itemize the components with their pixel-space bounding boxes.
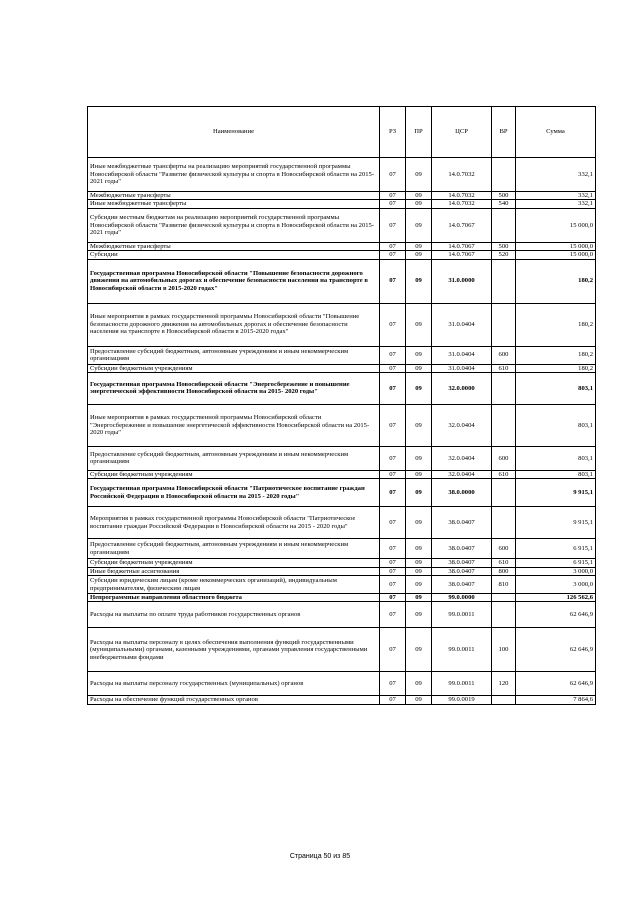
cell-pr: 09 [406,672,432,696]
table-row [88,696,596,704]
cell-sum: 180,2 [516,346,596,364]
cell-rz: 07 [380,602,406,628]
cell-rz: 07 [380,404,406,446]
header-rz: РЗ [380,107,406,158]
cell-sum: 9 915,1 [516,507,596,539]
table-body [88,158,596,705]
cell-vr [492,602,516,628]
cell-vr: 500 [492,242,516,250]
table-row [88,628,596,672]
cell-csr: 14.0.7067 [432,208,492,242]
cell-pr: 09 [406,242,432,250]
cell-name: Расходы на выплаты по оплате труда работников государственных органов [88,602,380,628]
cell-name: Государственная программа Новосибирской области "Энергосбережение и повышение энергетической эффективности Новосибирской области на 2015- 2020 годы" [88,372,380,404]
page-number: Страница 50 из 85 [289,853,351,860]
cell-sum: 6 915,1 [516,559,596,567]
table-row [88,200,596,208]
cell-rz: 07 [380,567,406,575]
cell-name: Предоставление субсидий бюджетным, автономным учреждениям и иным некоммерческим организациям [88,346,380,364]
cell-sum: 803,1 [516,470,596,478]
cell-rz: 07 [380,208,406,242]
cell-rz: 07 [380,364,406,372]
table-row [88,242,596,250]
cell-vr [492,259,516,303]
cell-rz: 07 [380,576,406,594]
cell-name: Предоставление субсидий бюджетным, автономным учреждениям и иным некоммерческим организациям [88,539,380,559]
table-row [88,672,596,696]
cell-csr: 38.0.0407 [432,539,492,559]
cell-csr: 38.0.0407 [432,567,492,575]
table-header-row [88,107,596,158]
cell-sum: 15 000,0 [516,208,596,242]
cell-vr: 120 [492,672,516,696]
cell-csr: 32.0.0404 [432,470,492,478]
table-row [88,576,596,594]
cell-vr [492,303,516,346]
cell-csr: 31.0.0404 [432,346,492,364]
cell-rz: 07 [380,696,406,704]
cell-csr: 14.0.7032 [432,192,492,200]
cell-sum: 332,1 [516,158,596,192]
cell-csr: 32.0.0000 [432,372,492,404]
cell-csr: 14.0.7067 [432,251,492,259]
cell-rz: 07 [380,251,406,259]
header-vr: ВР [492,107,516,158]
cell-csr: 38.0.0407 [432,507,492,539]
cell-vr: 600 [492,446,516,470]
cell-vr [492,696,516,704]
cell-pr: 09 [406,303,432,346]
cell-sum: 803,1 [516,446,596,470]
cell-rz: 07 [380,594,406,602]
header-sum: Сумма [516,107,596,158]
table-row [88,567,596,575]
cell-name: Расходы на выплаты персоналу государственных (муниципальных) органов [88,672,380,696]
cell-pr: 09 [406,576,432,594]
cell-rz: 07 [380,470,406,478]
cell-name: Предоставление субсидий бюджетным, автономным учреждениям и иным некоммерческим организациям [88,446,380,470]
cell-rz: 07 [380,303,406,346]
cell-pr: 09 [406,628,432,672]
cell-pr: 09 [406,594,432,602]
header-csr: ЦСР [432,107,492,158]
cell-name: Непрограммные направления областного бюджета [88,594,380,602]
cell-pr: 09 [406,696,432,704]
cell-name: Субсидии местным бюджетам на реализацию мероприятий государственной программы Новосибирской области "Развитие физической культуры и спорта в Новосибирской области на 2015-2021 годы" [88,208,380,242]
cell-pr: 09 [406,208,432,242]
cell-pr: 09 [406,404,432,446]
cell-csr: 38.0.0407 [432,559,492,567]
cell-rz: 07 [380,507,406,539]
cell-rz: 07 [380,200,406,208]
cell-sum: 3 000,0 [516,567,596,575]
cell-rz: 07 [380,259,406,303]
cell-pr: 09 [406,251,432,259]
cell-name: Государственная программа Новосибирской области "Повышение безопасности дорожного движения на автомобильных дорогах и обеспечение безопасности населения на транспорте в Новосибирской области в 2015-2020 годах" [88,259,380,303]
table-row [88,346,596,364]
cell-pr: 09 [406,479,432,507]
cell-sum: 15 000,0 [516,251,596,259]
cell-csr: 38.0.0000 [432,479,492,507]
cell-vr: 540 [492,200,516,208]
cell-sum: 803,1 [516,372,596,404]
cell-rz: 07 [380,372,406,404]
table-row [88,446,596,470]
cell-name: Иные мероприятия в рамках государственной программы Новосибирской области "Энергосбережение и повышение энергетической эффективности Новосибирской области на 2015- 2020 годы" [88,404,380,446]
cell-sum: 15 000,0 [516,242,596,250]
cell-pr: 09 [406,192,432,200]
cell-name: Иные межбюджетные трансферты на реализацию мероприятий государственной программы Новосибирской области "Развитие физической культуры и спорта в Новосибирской области на 2015-2021 годы" [88,158,380,192]
cell-csr: 99.0.0011 [432,628,492,672]
table-row [88,372,596,404]
cell-name: Мероприятия в рамках государственной программы Новосибирской области "Патриотическое воспитание граждан Российской Федерации в Новосибирской области на 2015 - 2020 годы" [88,507,380,539]
table-row [88,158,596,192]
cell-vr: 520 [492,251,516,259]
cell-sum: 332,1 [516,192,596,200]
table-row [88,259,596,303]
cell-sum: 180,2 [516,364,596,372]
cell-pr: 09 [406,539,432,559]
table-row [88,404,596,446]
cell-pr: 09 [406,470,432,478]
cell-vr: 600 [492,346,516,364]
cell-rz: 07 [380,559,406,567]
cell-sum: 126 562,6 [516,594,596,602]
cell-sum: 62 646,9 [516,628,596,672]
header-name: Наименование [88,107,380,158]
table-row [88,559,596,567]
cell-csr: 32.0.0404 [432,446,492,470]
cell-name: Межбюджетные трансферты [88,242,380,250]
cell-rz: 07 [380,158,406,192]
cell-vr: 100 [492,628,516,672]
table-row [88,594,596,602]
table-row [88,470,596,478]
cell-vr: 810 [492,576,516,594]
cell-pr: 09 [406,372,432,404]
table-row [88,303,596,346]
cell-name: Иные бюджетные ассигнования [88,567,380,575]
header-pr: ПР [406,107,432,158]
cell-rz: 07 [380,446,406,470]
cell-name: Субсидии бюджетным учреждениям [88,470,380,478]
cell-name: Субсидии бюджетным учреждениям [88,364,380,372]
cell-pr: 09 [406,559,432,567]
cell-sum: 62 646,9 [516,602,596,628]
cell-pr: 09 [406,602,432,628]
cell-vr [492,404,516,446]
cell-csr: 14.0.7067 [432,242,492,250]
table-row [88,208,596,242]
cell-name: Субсидии [88,251,380,259]
cell-csr: 14.0.7032 [432,158,492,192]
cell-name: Иные мероприятия в рамках государственной программы Новосибирской области "Повышение безопасности дорожного движения на автомобильных дорогах и обеспечение безопасности населения на транспорте в Новосибирской области в 2015-2020 годах" [88,303,380,346]
table-row [88,192,596,200]
cell-csr: 99.0.0019 [432,696,492,704]
cell-name: Субсидии бюджетным учреждениям [88,559,380,567]
budget-table [87,106,596,705]
cell-sum: 3 000,0 [516,576,596,594]
cell-vr [492,208,516,242]
cell-vr [492,158,516,192]
cell-sum: 180,2 [516,259,596,303]
cell-csr: 31.0.0000 [432,259,492,303]
cell-sum: 9 915,1 [516,479,596,507]
cell-name: Межбюджетные трансферты [88,192,380,200]
cell-rz: 07 [380,539,406,559]
cell-vr: 610 [492,559,516,567]
cell-csr: 99.0.0011 [432,672,492,696]
cell-csr: 32.0.0404 [432,404,492,446]
cell-rz: 07 [380,346,406,364]
cell-vr: 600 [492,539,516,559]
table-row [88,479,596,507]
cell-sum: 803,1 [516,404,596,446]
table-row [88,539,596,559]
cell-name: Государственная программа Новосибирской области "Патриотическое воспитание граждан Российской Федерации в Новосибирской области на 2015 - 2020 годы" [88,479,380,507]
cell-pr: 09 [406,567,432,575]
cell-vr [492,594,516,602]
cell-sum: 62 646,9 [516,672,596,696]
cell-pr: 09 [406,507,432,539]
cell-pr: 09 [406,158,432,192]
cell-vr: 610 [492,470,516,478]
cell-csr: 38.0.0407 [432,576,492,594]
cell-vr: 610 [492,364,516,372]
cell-sum: 7 864,6 [516,696,596,704]
cell-name: Расходы на выплаты персоналу в целях обеспечения выполнения функций государственными (муниципальными) органами, казенными учреждениями, органами управления государственными внебюджетными фондами [88,628,380,672]
cell-vr [492,372,516,404]
cell-csr: 31.0.0404 [432,364,492,372]
cell-csr: 99.0.0000 [432,594,492,602]
cell-rz: 07 [380,628,406,672]
cell-pr: 09 [406,259,432,303]
cell-name: Расходы на обеспечение функций государственных органов [88,696,380,704]
table-row [88,507,596,539]
cell-pr: 09 [406,446,432,470]
cell-rz: 07 [380,479,406,507]
cell-csr: 14.0.7032 [432,200,492,208]
cell-pr: 09 [406,346,432,364]
table-row [88,251,596,259]
table-row [88,602,596,628]
cell-vr: 500 [492,192,516,200]
cell-rz: 07 [380,242,406,250]
cell-csr: 31.0.0404 [432,303,492,346]
cell-vr: 800 [492,567,516,575]
cell-name: Иные межбюджетные трансферты [88,200,380,208]
cell-vr [492,479,516,507]
table-row [88,364,596,372]
cell-rz: 07 [380,672,406,696]
cell-pr: 09 [406,200,432,208]
cell-sum: 180,2 [516,303,596,346]
cell-rz: 07 [380,192,406,200]
cell-vr [492,507,516,539]
cell-sum: 332,1 [516,200,596,208]
cell-pr: 09 [406,364,432,372]
cell-name: Субсидии юридическим лицам (кроме некоммерческих организаций), индивидуальным предпринимателям, физическим лицам [88,576,380,594]
cell-sum: 6 915,1 [516,539,596,559]
cell-csr: 99.0.0011 [432,602,492,628]
